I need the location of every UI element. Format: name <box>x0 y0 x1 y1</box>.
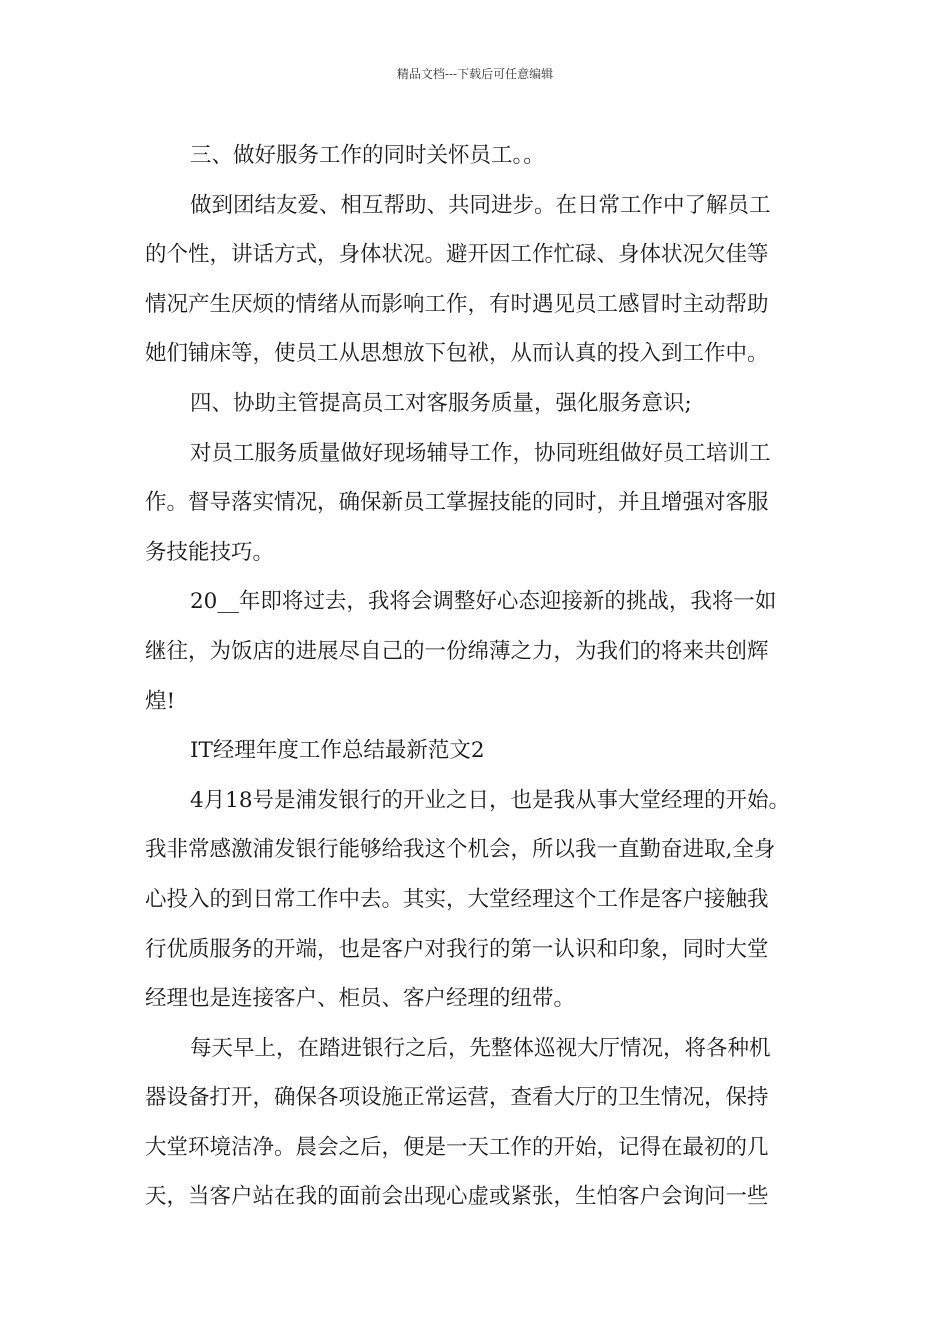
text-line: 器设备打开，确保各项设施正常运营，查看大厅的卫生情况，保持 <box>145 1085 769 1111</box>
text-line: 三、做好服务工作的同时关怀员工。。 <box>190 143 545 168</box>
text-line: 天，当客户站在我的面前会出现心虚或紧张，生怕客户会询问一些 <box>145 1184 769 1210</box>
paragraph-section-four-heading <box>145 379 810 429</box>
text-line: 大堂环境洁净。晨会之后，便是一天工作的开始，记得在最初的几 <box>145 1134 769 1160</box>
text-line: 对员工服务质量做好现场辅导工作，协同班组做好员工培训工 <box>190 440 771 466</box>
page-header: 精品文档---下载后可任意编辑 <box>396 67 554 81</box>
text-line: IT经理年度工作总结最新范文2 <box>190 738 485 764</box>
text-line: 作。督导落实情况，确保新员工掌握技能的同时，并且增强对客服 <box>145 490 769 516</box>
text-line: 的个性，讲话方式，身体状况。避开因工作忙碌、身体状况欠佳等 <box>145 242 769 268</box>
text-line: 继往，为饭店的进展尽自己的一份绵薄之力，为我们的将来共创辉 <box>145 638 769 664</box>
text-line: 情况产生厌烦的情绪从而影响工作，有时遇见员工感冒时主动帮助 <box>145 291 769 317</box>
paragraph-closing-remarks <box>145 577 810 726</box>
text-line: 4月18号是浦发银行的开业之日，也是我从事大堂经理的开始。 <box>190 787 791 813</box>
text-line: 务技能技巧。 <box>145 539 275 565</box>
paragraph-care-for-staff <box>145 181 810 379</box>
text-line: 心投入的到日常工作中去。其实，大堂经理这个工作是客户接触我 <box>145 886 769 912</box>
text-line: 我非常感激浦发银行能够给我这个机会，所以我一直勤奋进取,全身 <box>145 837 776 863</box>
paragraph-bank-opening <box>145 776 810 1024</box>
section-title <box>145 726 810 776</box>
text-line: 四、协助主管提高员工对客服务质量，强化服务意识; <box>190 390 692 416</box>
text-line: 做到团结友爱、相互帮助、共同进步。在日常工作中了解员工 <box>190 192 771 218</box>
paragraph-service-quality <box>145 429 810 578</box>
text-line: 20__年即将过去，我将会调整好心态迎接新的挑战，我将一如 <box>190 589 777 615</box>
text-line: 她们铺床等，使员工从思想放下包袱，从而认真的投入到工作中。 <box>145 341 769 367</box>
paragraph-section-three-heading <box>145 131 810 181</box>
paragraph-daily-routine <box>145 1024 810 1222</box>
text-line: 煌! <box>145 688 176 714</box>
document-body <box>145 131 810 1222</box>
text-line: 经理也是连接客户、柜员、客户经理的纽带。 <box>145 986 576 1012</box>
text-line: 行优质服务的开端，也是客户对我行的第一认识和印象，同时大堂 <box>145 936 769 962</box>
text-line: 每天早上，在踏进银行之后，先整体巡视大厅情况，将各种机 <box>190 1035 771 1061</box>
